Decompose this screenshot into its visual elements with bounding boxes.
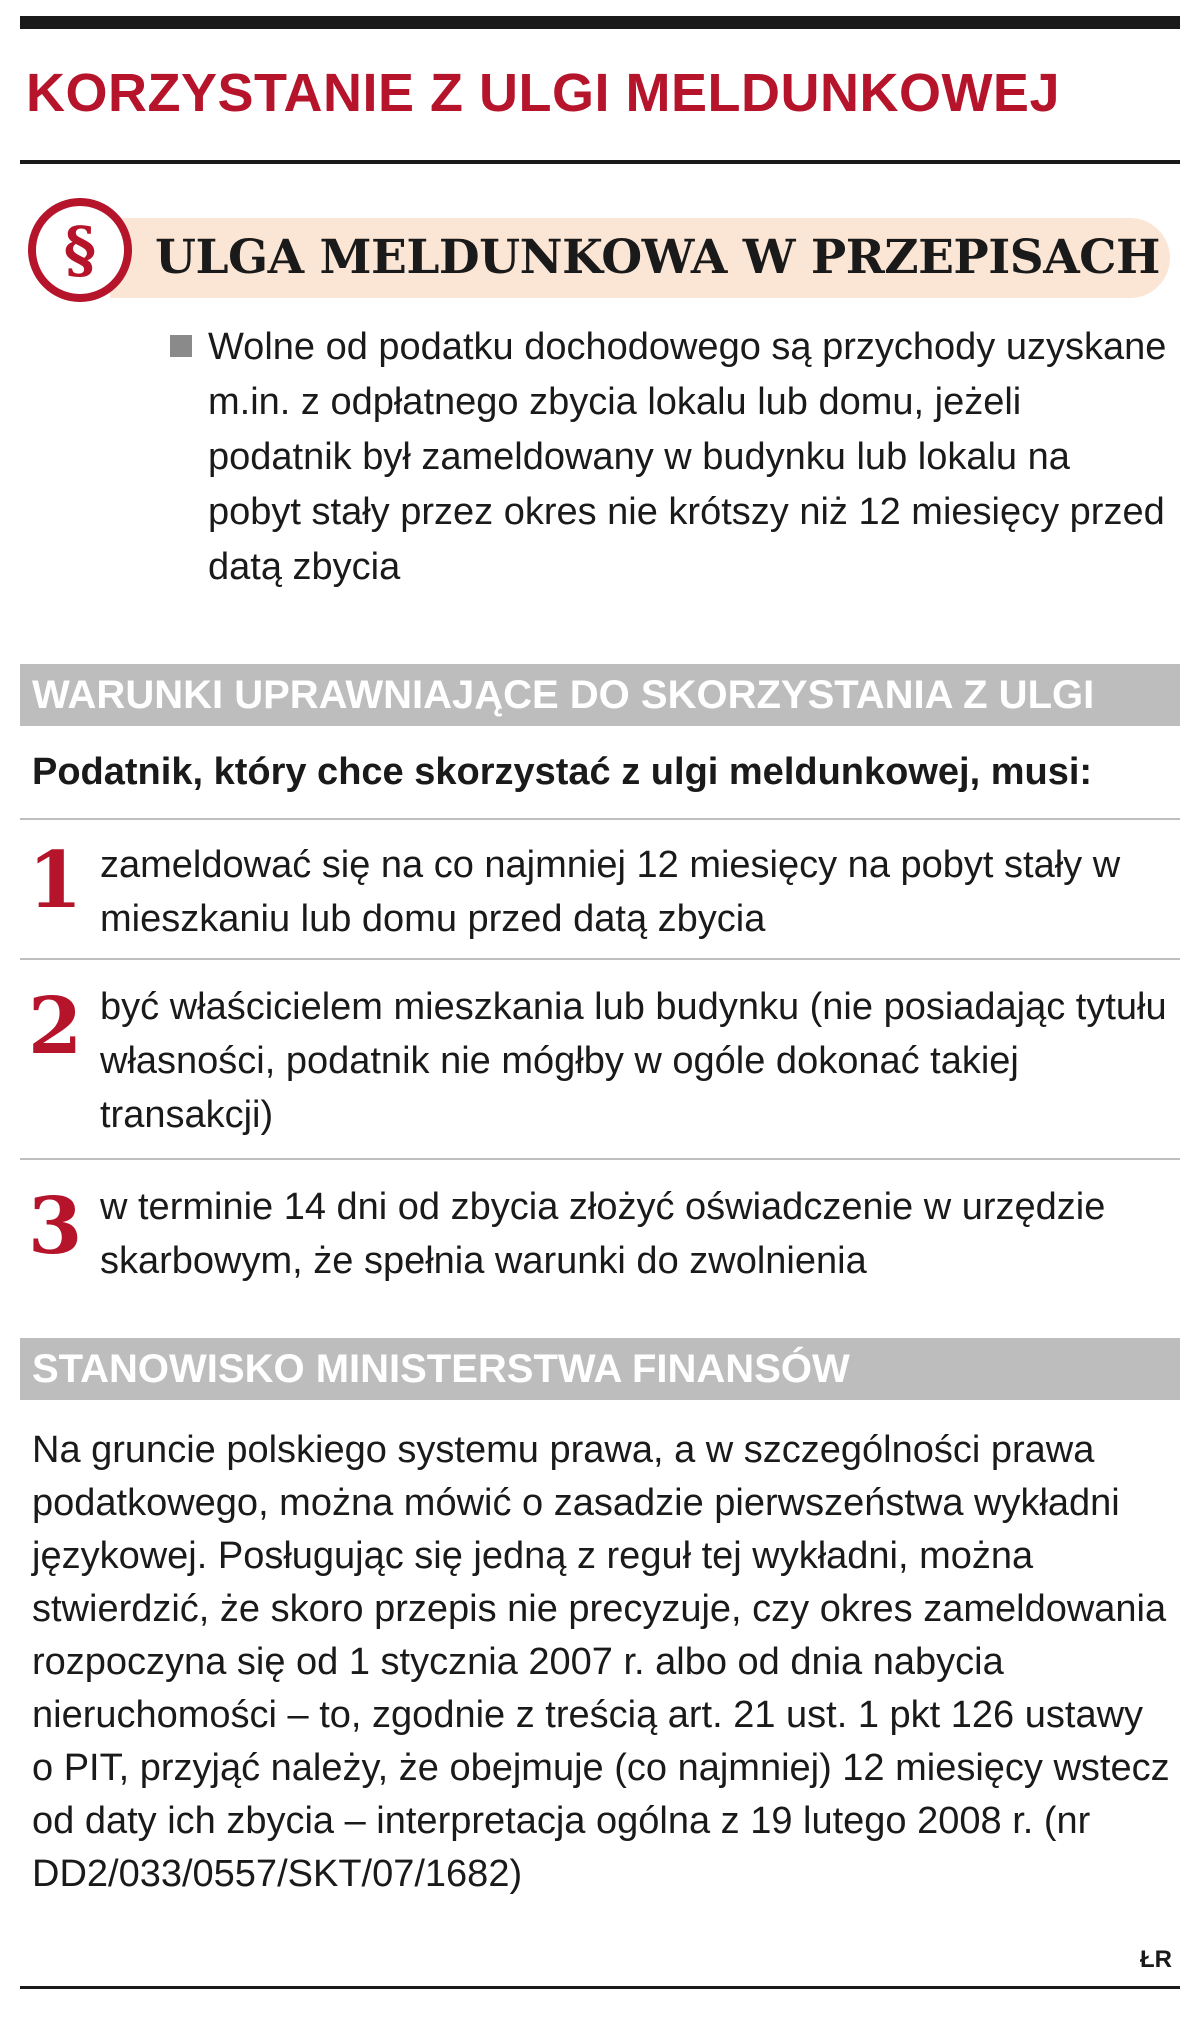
title-rule [20, 160, 1180, 164]
top-rule [20, 16, 1180, 29]
ministry-heading: STANOWISKO MINISTERSTWA FINANSÓW [32, 1347, 850, 1391]
conditions-heading: WARUNKI UPRAWNIAJĄCE DO SKORZYSTANIA Z ULGI [32, 673, 1095, 717]
conditions-intro: Podatnik, który chce skorzystać z ulgi meldunkowej, musi: [32, 751, 1093, 793]
bottom-rule [20, 1986, 1180, 1989]
condition-number: 2 [28, 981, 83, 1072]
ministry-text: Na gruncie polskiego systemu prawa, a w szczególności prawa podatkowego, można mówić o zasadzie pierwszeństwa wykładni językowej. Posługując się jedną z reguł tej wykładni, można stwierdzić, że skoro przepis nie precyzuje, czy okres zameldowania rozpoczyna się od 1 stycznia 2007 r. albo od dnia nabycia nieruchomości – to, zgodnie z treścią art. 21 ust. 1 pkt 126 ustawy o PIT, przyjąć należy, że obejmuje (co najmniej) 12 miesięcy wstecz od daty ich zbycia – interpretacja ogólna z 19 lutego 2008 r. (nr DD2/033/0557/SKT/07/1682) [32, 1429, 1170, 1895]
condition-number: 1 [28, 835, 83, 926]
condition-text: być właścicielem mieszkania lub budynku (nie posiadając tytułu własności, podatnik nie mógłby w ogóle dokonać takiej transakcji) [100, 986, 1167, 1136]
condition-number: 3 [28, 1181, 83, 1272]
author-initials: ŁR [1140, 1946, 1172, 1973]
conditions-heading-bar [20, 664, 1180, 726]
divider [20, 1158, 1180, 1160]
divider [20, 958, 1180, 960]
law-text: Wolne od podatku dochodowego są przychody uzyskane m.in. z odpłatnego zbycia lokalu lub domu, jeżeli podatnik był zameldowany w budynku lub lokalu na pobyt stały przez okres nie krótszy niż 12 miesięcy przed datą zbycia [208, 326, 1167, 588]
condition-text: w terminie 14 dni od zbycia złożyć oświadczenie w urzędzie skarbowym, że spełnia warunki do zwolnienia [100, 1186, 1106, 1282]
condition-text: zameldować się na co najmniej 12 miesięcy na pobyt stały w mieszkaniu lub domu przed datą zbycia [100, 844, 1121, 940]
paragraph-symbol: § [63, 213, 97, 286]
page-title: KORZYSTANIE Z ULGI MELDUNKOWEJ [26, 63, 1060, 123]
ministry-heading-bar [20, 1338, 1180, 1400]
bullet-square-icon [170, 335, 192, 357]
law-title: ULGA MELDUNKOWA W PRZEPISACH [155, 230, 1160, 285]
divider [20, 818, 1180, 820]
paragraph-icon [28, 198, 132, 302]
